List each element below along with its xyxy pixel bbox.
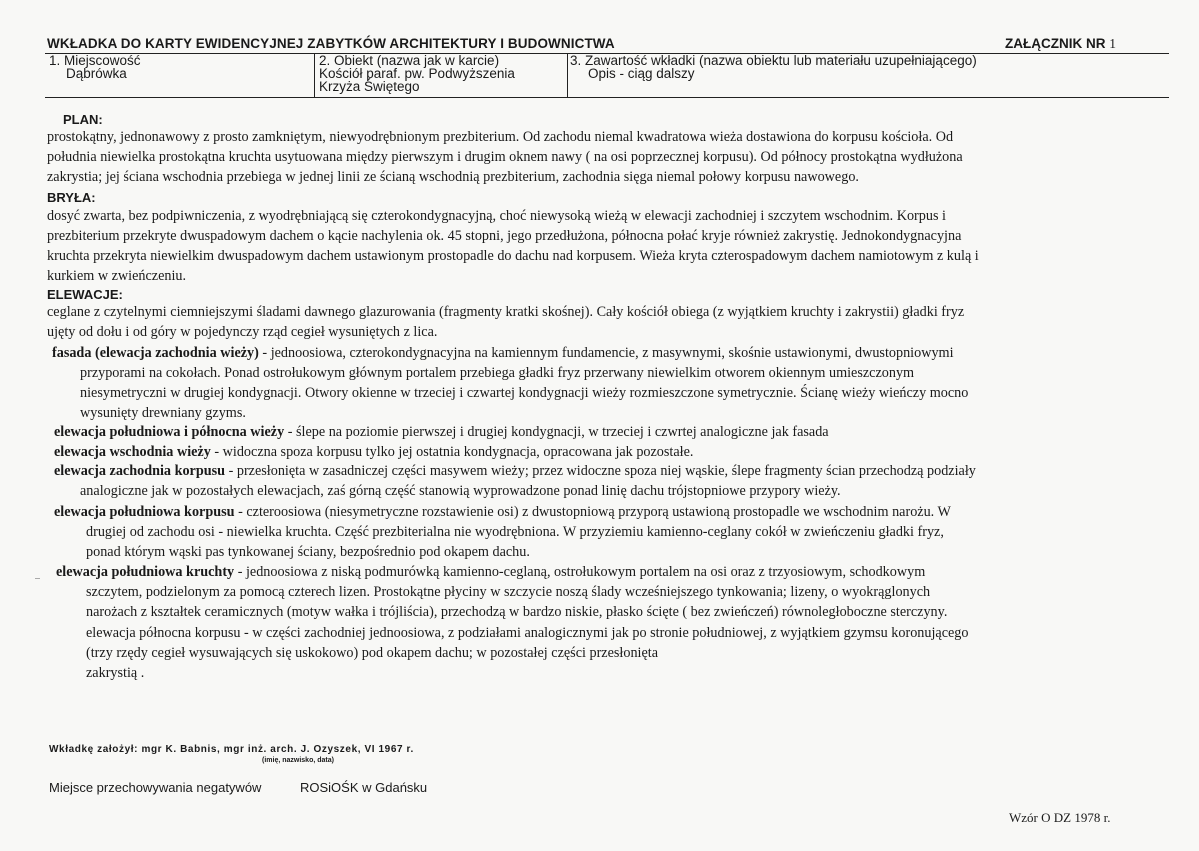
header-bottom-rule [45,97,1169,98]
negatives-value: ROSiOŚK w Gdańsku [300,780,428,795]
header-divider-2 [567,54,568,97]
pol-kr-line: narożach z kształtek ceramicznych (motyw wałka i trójliścia), przechodzą w bardzo niskie, płasko ścięte ( bez zwieńczeń) równoległoboczne sterczyny. [86,604,948,620]
plan-line: prostokątny, jednonawowy z prosto zamkniętym, niewyodrębnionym prezbiterium. Od zachodu niemal kwadratowa wieża dostawiona do korpusu kościoła. Od [47,129,954,145]
pol-korp-line: drugiej od zachodu osi - niewielka kruchta. Część prezbiterialna nie wyodrębniona. W przyziemiu kamienno-ceglany cokół w zwieńczeniu gładki fryz, [86,524,944,540]
pol-kr-line: (trzy rzędy cegieł wysuwających się uskokowo) pod okapem dachu; w pozostałej części przesłonięta [86,645,659,661]
contents-value: Opis - ciąg dalszy [588,66,695,81]
zach-line: analogiczne jak w pozostałych elewacjach, zaś górną część stanowią wyprowadzone ponad linię dachu trójstopniowe przypory wieży. [80,483,841,499]
object-value-line1: Kościół paraf. pw. Podwyższenia [319,66,515,81]
scan-mark [35,578,40,579]
plan-heading: PLAN: [63,112,103,127]
locality-label: 1. Miejscowość [49,53,141,68]
locality-value: Dąbrówka [66,66,127,81]
object-value-line2: Krzyża Świętego [319,79,420,94]
elewacje-line: ceglane z czytelnymi ciemniejszymi śladami dawnego glazurowania (fragmenty kratki skośnej). Cały kościół obiega (z wyjątkiem kruchty i zakrystii) gładki fryz [47,304,965,320]
pol-kr-label: elewacja południowa kruchty [56,564,235,580]
elewacje-line: ujęty od dołu i od góry w pojedynczy rząd cegieł wysuniętych z lica. [47,324,438,340]
form-model: Wzór O DZ 1978 r. [1009,810,1111,825]
bryla-line: kruchta przekryta niewielkim dwuspadowym dachem ustawionym prostopadle do dachu nad korpusem. Wieża kryta czterospadowym dachem namiotowym z kulą i [47,248,979,264]
wsch-label: elewacja wschodnia wieży [54,444,211,460]
object-label: 2. Obiekt (nazwa jak w karcie) [319,53,500,68]
attachment-number [1005,36,1116,52]
negatives-label: Miejsce przechowywania negatywów [49,780,262,795]
elewacje-heading: ELEWACJE: [47,287,123,302]
pol-kr-line: szczytem, podzielonym za pomocą czterech lizen. Prostokątne płyciny w szczycie noszą ślady wcześniejszego tynkowania; lizeny, o wyokrąglonych [86,584,931,600]
fasada-line: przyporami na cokołach. Ponad ostrołukowym głównym portalem przebiega gładki fryz przerwany niewielkim otworem okiennym umieszczonym [80,365,915,381]
header-divider-1 [314,54,315,97]
fasada-line: niesymetryczni w drugiej kondygnacji. Otwory okienne w trzeciej i czwartej kondygnacji wieży rozmieszczone symetrycznie. Ścianę wieży wieńczy mocno [80,385,969,401]
bryla-line: kurkiem w zwieńczeniu. [47,268,187,284]
plan-line: zakrystia; jej ściana wschodnia przebiega w jednej linii ze ścianą wschodnią prezbiterium, zachodnia sięga niemal połowy korpusu nawowego. [47,169,859,185]
wsch-line: elewacja wschodnia wieży - widoczna spoza korpusu tylko jej ostatnia kondygnacja, opracowana jak pozostałe. [54,444,694,460]
pol-korp-label: elewacja południowa korpusu [54,504,235,520]
pol-kr-line: zakrystią . [86,665,145,681]
contents-label: 3. Zawartość wkładki (nazwa obiektu lub materiału uzupełniającego) [570,53,977,68]
author-line: Wkładkę założył: mgr K. Babnis, mgr inż. arch. J. Ozyszek, VI 1967 r. [49,744,414,755]
pol-korp-line: ponad którym wąski pas tynkowanej ściany, bezpośrednio pod okapem dachu. [86,544,530,560]
fasada-label: fasada (elewacja zachodnia wieży) [52,345,259,361]
plan-line: południa niewielka prostokątna kruchta usytuowana między pierwszym i drugim oknem nawy ( na osi poprzecznej korpusu). Od północy prostokątna wydłużona [47,149,963,165]
author-note: (imię, nazwisko, data) [262,757,334,764]
fasada-line: fasada (elewacja zachodnia wieży) - jednoosiowa, czterokondygnacyjna na kamiennym fundamencie, z masywnymi, skośnie ustawionymi, dwustopniowymi [52,345,954,361]
fasada-line: wysunięty drewniany gzyms. [80,405,246,421]
pd-pn-label: elewacja południowa i północna wieży [54,424,285,440]
pol-korp-line: elewacja południowa korpusu - czteroosiowa (niesymetryczne rozstawienie osi) z dwustopniową przyporą ustawioną prostopadle we wschodnim narożu. W [54,504,951,520]
pd-pn-line: elewacja południowa i północna wieży - ślepe na poziomie pierwszej i drugiej kondygnacji, w trzeciej i czwrtej analogiczne jak fasada [54,424,829,440]
attachment-label: ZAŁĄCZNIK NR [1005,36,1106,51]
pol-kr-line: elewacja południowa kruchty - jednoosiowa z niską podmurówką kamienno-ceglaną, ostrołukowym portalem na osi oraz z trzyosiowym, schodkowym [56,564,926,580]
document-title: WKŁADKA DO KARTY EWIDENCYJNEJ ZABYTKÓW ARCHITEKTURY I BUDOWNICTWA [47,36,615,51]
zach-line: elewacja zachodnia korpusu - przesłonięta w zasadniczej części masywem wieży; przez widoczne spoza niej wąskie, ślepe fragmenty ścian przechodzą podziały [54,463,976,479]
bryla-line: prezbiterium przekryte dwuspadowym dachem o kącie nachylenia ok. 45 stopni, jego przedłużona, północna połać kryje również zakrystię. Jednokondygnacyjna [47,228,962,244]
pol-kr-line: elewacja północna korpusu - w części zachodniej jednoosiowa, z podziałami analogicznymi jak po stronie południowej, z wyjątkiem gzymsu koronującego [86,625,969,641]
attachment-number-value: 1 [1109,36,1117,51]
bryla-heading: BRYŁA: [47,190,96,205]
bryla-line: dosyć zwarta, bez podpiwniczenia, z wyodrębniającą się czterokondygnacyjną, choć niewysoką wieżą w elewacji zachodniej i szczytem wschodnim. Korpus i [47,208,946,224]
zach-label: elewacja zachodnia korpusu [54,463,226,479]
